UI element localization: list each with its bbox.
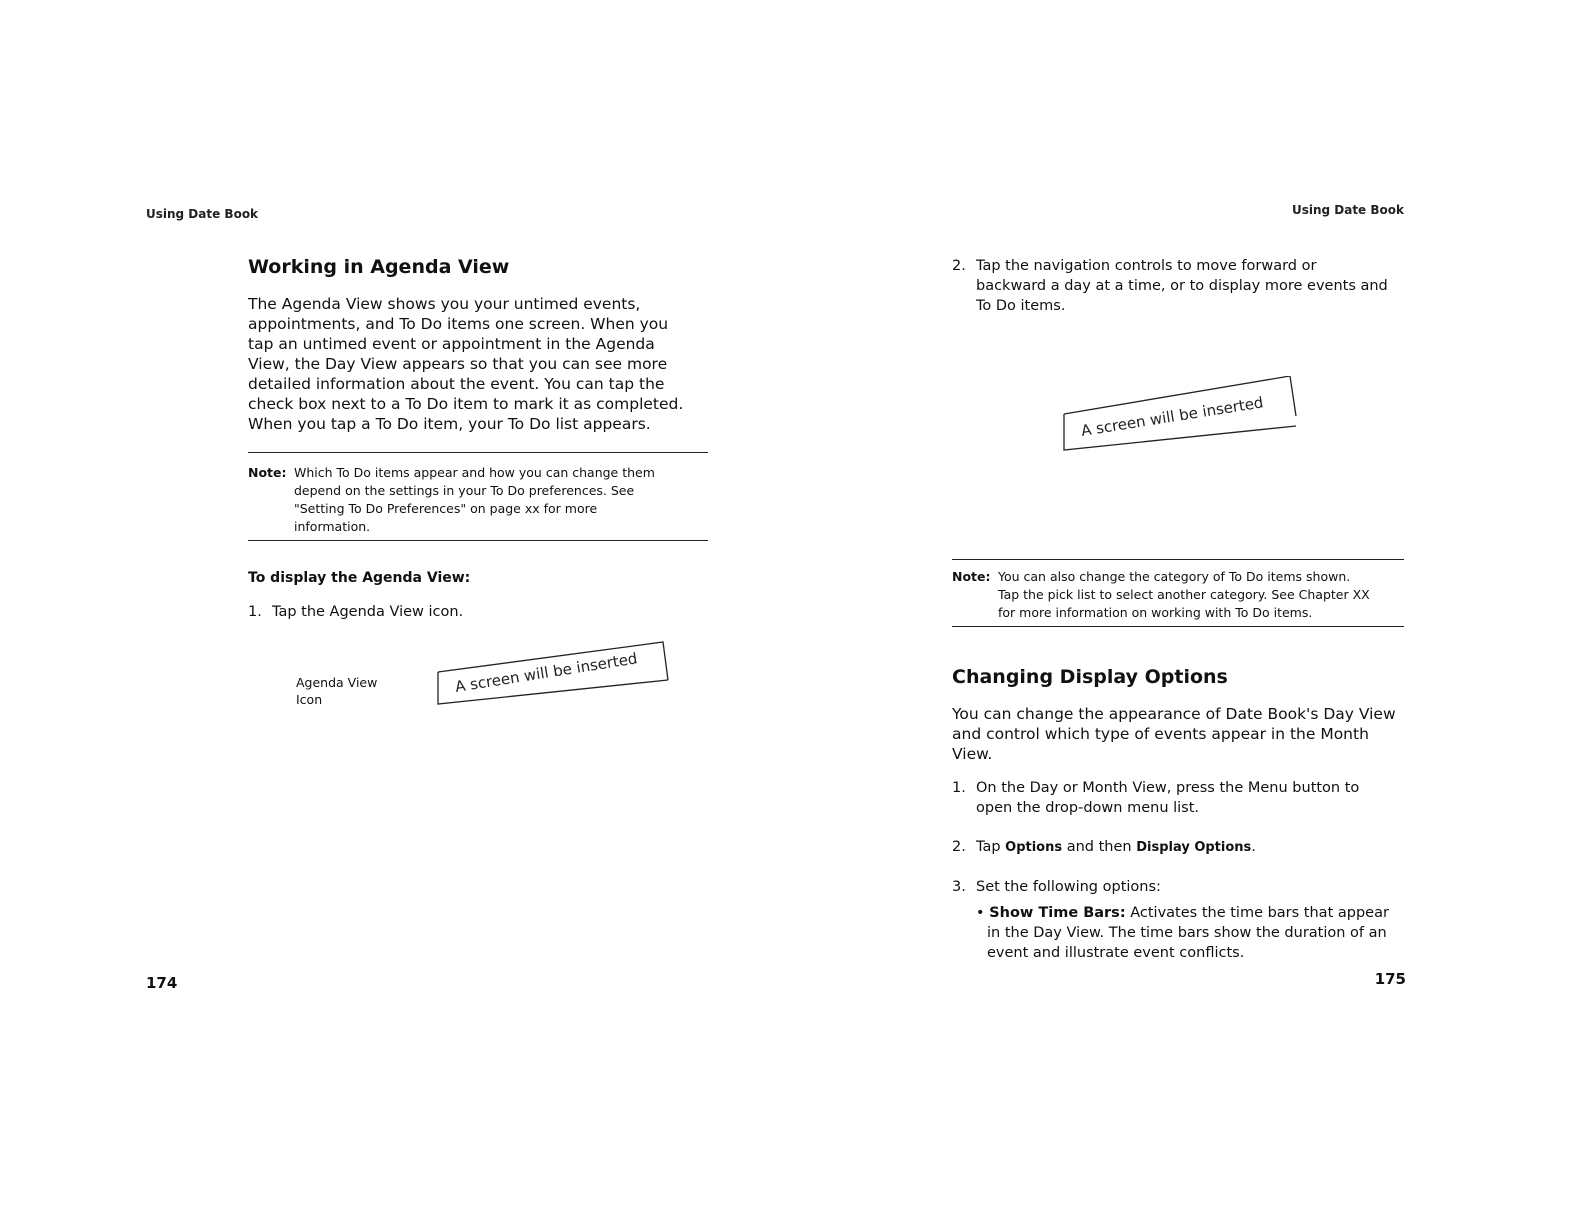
text-line: open the drop-down menu list. xyxy=(976,800,1200,816)
text-line: On the Day or Month View, press the Menu button to xyxy=(976,780,1360,796)
icon-label-line: Icon xyxy=(296,692,323,707)
note-line: "Setting To Do Preferences" on page xx for more xyxy=(294,501,598,516)
text-line: check box next to a To Do item to mark it as completed. xyxy=(248,395,684,413)
tap-word: Tap xyxy=(976,839,1001,855)
placeholder-text: A screen will be inserted xyxy=(1079,393,1265,440)
bullet-label: Show Time Bars: xyxy=(989,905,1126,921)
right-note-bottom-rule xyxy=(952,626,1404,627)
note-line: You can also change the category of To Do items shown. xyxy=(998,569,1351,584)
note-line: for more information on working with To Do items. xyxy=(998,605,1313,620)
right-screen-placeholder xyxy=(1062,376,1307,458)
note-body xyxy=(998,568,1412,622)
agenda-view-icon-label xyxy=(296,674,377,708)
note-line: Tap the pick list to select another category. See Chapter XX xyxy=(998,587,1370,602)
step-text xyxy=(976,778,1412,818)
left-running-head: Using Date Book xyxy=(146,207,259,221)
step-number: 1. xyxy=(952,780,966,796)
show-time-bars-bullet xyxy=(976,903,1412,965)
step-number: 2. xyxy=(952,839,966,855)
text-line: detailed information about the event. You can tap the xyxy=(248,375,665,393)
step-text: Set the following options: xyxy=(976,879,1161,895)
text-line: When you tap a To Do item, your To Do list appears. xyxy=(248,415,651,433)
note-line: information. xyxy=(294,519,371,534)
icon-label-line: Agenda View xyxy=(296,675,378,690)
text-line: backward a day at a time, or to display more events and xyxy=(976,278,1388,294)
right-note-top-rule xyxy=(952,559,1404,560)
note-label: Note: xyxy=(952,569,991,584)
right-page-number: 175 xyxy=(1374,970,1406,988)
text-line: appointments, and To Do items one screen. When you xyxy=(248,315,669,333)
procedure-heading: To display the Agenda View: xyxy=(248,570,471,586)
left-screen-placeholder xyxy=(436,628,676,708)
text-line: tap an untimed event or appointment in the Agenda xyxy=(248,335,655,353)
display-options-menu-label: Display Options xyxy=(1136,840,1252,855)
left-note xyxy=(248,464,708,538)
text-line: You can change the appearance of Date Book's Day View xyxy=(952,705,1396,723)
bullet-text-line: Activates the time bars that appear xyxy=(1130,905,1389,921)
left-note-bottom-rule xyxy=(248,540,708,541)
step-text xyxy=(976,256,1412,316)
right-step-3 xyxy=(952,877,1412,899)
step-text xyxy=(976,837,1412,858)
step-number: 3. xyxy=(952,879,966,895)
right-running-head: Using Date Book xyxy=(1291,203,1404,217)
left-intro-paragraph xyxy=(248,294,718,434)
text-line: To Do items. xyxy=(976,298,1066,314)
text-line: The Agenda View shows you your untimed events, xyxy=(248,295,641,313)
left-page-number: 174 xyxy=(146,974,178,992)
right-step-2 xyxy=(952,256,1412,318)
left-note-top-rule xyxy=(248,452,708,453)
period: . xyxy=(1251,839,1256,855)
step-number: 2. xyxy=(952,258,966,274)
placeholder-stamp xyxy=(436,628,676,708)
bullet-icon: • xyxy=(976,905,985,921)
right-intro-paragraph xyxy=(952,704,1412,764)
left-section-title: Working in Agenda View xyxy=(248,256,510,278)
step-text: Tap the Agenda View icon. xyxy=(272,604,464,620)
note-line: depend on the settings in your To Do preferences. See xyxy=(294,483,635,498)
right-note xyxy=(952,568,1412,624)
options-menu-label: Options xyxy=(1005,840,1063,855)
and-then-words: and then xyxy=(1066,839,1132,855)
right-step-1 xyxy=(952,778,1412,820)
text-line: View. xyxy=(952,745,993,763)
placeholder-stamp xyxy=(1062,376,1307,458)
step-number: 1. xyxy=(248,604,262,620)
left-step-1 xyxy=(248,602,648,624)
right-section-title: Changing Display Options xyxy=(952,666,1228,688)
placeholder-text: A screen will be inserted xyxy=(453,649,639,696)
text-line: View, the Day View appears so that you can see more xyxy=(248,355,668,373)
text-line: Tap the navigation controls to move forward or xyxy=(976,258,1317,274)
note-line: Which To Do items appear and how you can change them xyxy=(294,465,655,480)
right-step-2-options xyxy=(952,837,1412,859)
note-label: Note: xyxy=(248,465,287,480)
text-line: and control which type of events appear in the Month xyxy=(952,725,1369,743)
bullet-text-line: event and illustrate event conflicts. xyxy=(987,945,1245,961)
note-body xyxy=(294,464,708,536)
bullet-text-line: in the Day View. The time bars show the duration of an xyxy=(987,925,1387,941)
